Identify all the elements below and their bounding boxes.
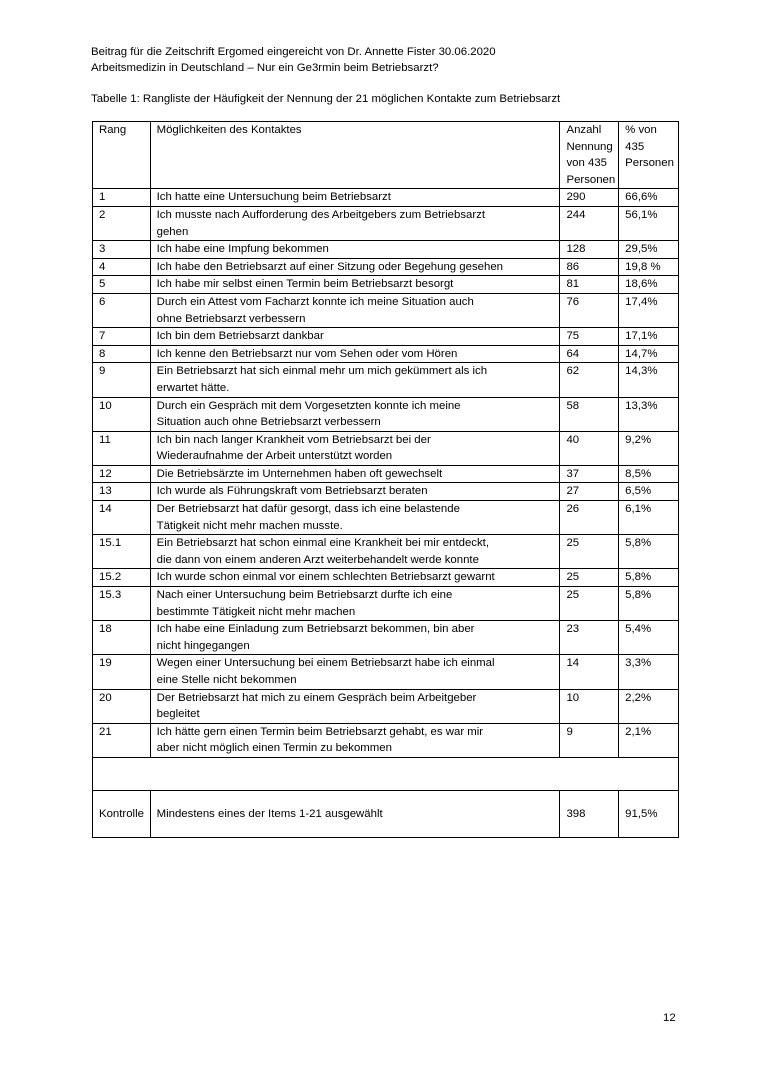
kontakt-line: Ich habe eine Impfung bekommen (156, 243, 329, 256)
table-row (93, 569, 679, 587)
kontakt-line: begleitet (156, 708, 200, 721)
kontakt-cell (150, 587, 560, 621)
anzahl-cell: 10 (560, 689, 619, 723)
kontakt-line: gehen (156, 225, 189, 238)
anzahl-cell: 64 (560, 345, 619, 363)
kontakt-line: Ich habe mir selbst einen Termin beim Betriebsarzt besorgt (156, 278, 454, 291)
control-prozent-cell: 91,5% (619, 790, 679, 837)
prozent-cell: 29,5% (619, 241, 679, 259)
prozent-cell: 13,3% (619, 397, 679, 431)
table-row (93, 293, 679, 327)
kontakt-line: erwartet hätte. (156, 381, 230, 394)
prozent-cell: 5,8% (619, 535, 679, 569)
kontakt-line: Ich bin dem Betriebsarzt dankbar (156, 330, 324, 343)
kontakt-cell (150, 328, 560, 346)
anzahl-cell: 14 (560, 655, 619, 689)
anzahl-cell: 26 (560, 501, 619, 535)
prozent-cell: 18,6% (619, 276, 679, 294)
kontakt-cell (150, 241, 560, 259)
kontakt-line: Durch ein Attest vom Facharzt konnte ich meine Situation auch (156, 295, 474, 308)
anzahl-cell: 40 (560, 431, 619, 465)
rang-cell: 14 (93, 501, 151, 535)
anzahl-cell: 25 (560, 587, 619, 621)
kontakt-cell (150, 723, 560, 757)
kontakt-line: Ich wurde schon einmal vor einem schlechten Betriebsarzt gewarnt (156, 571, 495, 584)
kontakt-line: nicht hingegangen (156, 639, 250, 652)
table-row (93, 621, 679, 655)
kontakt-cell (150, 689, 560, 723)
empty-row (93, 757, 679, 790)
kontakt-line: Ein Betriebsarzt hat schon einmal eine Krankheit bei mir entdeckt, (156, 537, 490, 550)
rang-cell: 20 (93, 689, 151, 723)
kontakt-line: bestimmte Tätigkeit nicht mehr machen (156, 605, 356, 618)
kontakt-cell (150, 345, 560, 363)
anzahl-cell: 27 (560, 483, 619, 501)
table-row (93, 465, 679, 483)
prozent-cell: 2,2% (619, 689, 679, 723)
rang-cell: 15.1 (93, 535, 151, 569)
table-header-row (93, 122, 679, 189)
kontakt-line: aber nicht möglich einen Termin zu bekommen (156, 742, 392, 755)
anzahl-cell: 23 (560, 621, 619, 655)
kontakt-cell (150, 501, 560, 535)
table-row (93, 363, 679, 397)
rang-cell: 21 (93, 723, 151, 757)
kontakt-line: Ich bin nach langer Krankheit vom Betriebsarzt bei der (156, 433, 431, 446)
rang-cell: 9 (93, 363, 151, 397)
prozent-cell: 3,3% (619, 655, 679, 689)
prozent-cell: 17,1% (619, 328, 679, 346)
anzahl-cell: 37 (560, 465, 619, 483)
prozent-cell: 56,1% (619, 206, 679, 240)
page-number: 12 (663, 1012, 676, 1024)
rang-cell: 13 (93, 483, 151, 501)
anzahl-cell: 25 (560, 535, 619, 569)
anzahl-cell: 76 (560, 293, 619, 327)
kontakt-line: Die Betriebsärzte im Unternehmen haben oft gewechselt (156, 467, 443, 480)
anzahl-cell: 58 (560, 397, 619, 431)
prozent-cell: 6,1% (619, 501, 679, 535)
kontakt-line: Der Betriebsarzt hat mich zu einem Gespräch beim Arbeitgeber (156, 691, 477, 704)
table-row (93, 276, 679, 294)
ranking-table (92, 121, 679, 838)
rang-cell: 15.3 (93, 587, 151, 621)
table-row (93, 655, 679, 689)
table-row (93, 431, 679, 465)
prozent-cell: 14,7% (619, 345, 679, 363)
anzahl-cell: 81 (560, 276, 619, 294)
prozent-cell: 6,5% (619, 483, 679, 501)
anzahl-cell: 244 (560, 206, 619, 240)
prozent-cell: 17,4% (619, 293, 679, 327)
table-row (93, 328, 679, 346)
kontakt-cell (150, 431, 560, 465)
kontakt-line: Der Betriebsarzt hat dafür gesorgt, dass ich eine belastende (156, 503, 460, 516)
header-line-1: Beitrag für die Zeitschrift Ergomed eingereicht von Dr. Annette Fister 30.06.2020 (91, 46, 496, 58)
control-row (93, 790, 679, 837)
control-anzahl-cell: 398 (560, 790, 619, 837)
prozent-cell: 19,8 % (619, 258, 679, 276)
kontakt-line: Ich wurde als Führungskraft vom Betriebsarzt beraten (156, 485, 428, 498)
kontakt-cell (150, 293, 560, 327)
kontakt-cell (150, 276, 560, 294)
kontakt-line: Durch ein Gespräch mit dem Vorgesetzten konnte ich meine (156, 399, 461, 412)
prozent-cell: 14,3% (619, 363, 679, 397)
kontakt-cell (150, 397, 560, 431)
rang-cell: 7 (93, 328, 151, 346)
prozent-cell: 5,4% (619, 621, 679, 655)
kontakt-line: Wiederaufnahme der Arbeit unterstützt worden (156, 450, 393, 463)
header-rang: Rang (93, 122, 151, 189)
kontakt-line: Ich hätte gern einen Termin beim Betriebsarzt gehabt, es war mir (156, 725, 484, 738)
anzahl-cell: 62 (560, 363, 619, 397)
rang-cell: 1 (93, 189, 151, 207)
anzahl-cell: 128 (560, 241, 619, 259)
kontakt-line: ohne Betriebsarzt verbessern (156, 312, 306, 325)
rang-cell: 18 (93, 621, 151, 655)
kontakt-cell (150, 569, 560, 587)
kontakt-cell (150, 655, 560, 689)
kontakt-line: die dann von einem anderen Arzt weiterbehandelt werde konnte (156, 553, 479, 566)
kontakt-cell (150, 535, 560, 569)
table-row (93, 206, 679, 240)
kontakt-line: Ich kenne den Betriebsarzt nur vom Sehen oder vom Hören (156, 347, 458, 360)
kontakt-cell (150, 621, 560, 655)
table-row (93, 483, 679, 501)
anzahl-cell: 75 (560, 328, 619, 346)
rang-cell: 3 (93, 241, 151, 259)
table-row (93, 689, 679, 723)
kontakt-cell (150, 483, 560, 501)
table-row (93, 397, 679, 431)
prozent-cell: 5,8% (619, 569, 679, 587)
table-row (93, 587, 679, 621)
rang-cell: 19 (93, 655, 151, 689)
kontakt-cell (150, 465, 560, 483)
rang-cell: 2 (93, 206, 151, 240)
prozent-cell: 2,1% (619, 723, 679, 757)
prozent-cell: 8,5% (619, 465, 679, 483)
control-rang-cell: Kontrolle (93, 790, 151, 837)
prozent-cell: 5,8% (619, 587, 679, 621)
kontakt-cell (150, 206, 560, 240)
rang-cell: 5 (93, 276, 151, 294)
prozent-cell: 66,6% (619, 189, 679, 207)
rang-cell: 10 (93, 397, 151, 431)
empty-cell (93, 757, 679, 790)
table-row (93, 258, 679, 276)
kontakt-line: Nach einer Untersuchung beim Betriebsarzt durfte ich eine (156, 589, 453, 602)
table-row (93, 501, 679, 535)
kontakt-line: Ich musste nach Aufforderung des Arbeitgebers zum Betriebsarzt (156, 208, 486, 221)
anzahl-cell: 86 (560, 258, 619, 276)
header-prozent: % von 435 Personen (619, 122, 679, 189)
prozent-cell: 9,2% (619, 431, 679, 465)
table-row (93, 189, 679, 207)
kontakt-cell (150, 258, 560, 276)
kontakt-line: Ich habe eine Einladung zum Betriebsarzt bekommen, bin aber (156, 623, 475, 636)
rang-cell: 11 (93, 431, 151, 465)
kontakt-line: Situation auch ohne Betriebsarzt verbessern (156, 416, 381, 429)
kontakt-line: Ich hatte eine Untersuchung beim Betriebsarzt (156, 191, 391, 204)
table-row (93, 345, 679, 363)
table-row (93, 535, 679, 569)
kontakt-cell (150, 363, 560, 397)
kontakt-line: Tätigkeit nicht mehr machen musste. (156, 519, 343, 532)
control-text-cell: Mindestens eines der Items 1-21 ausgewählt (150, 790, 560, 837)
kontakt-line: Wegen einer Untersuchung bei einem Betriebsarzt habe ich einmal (156, 657, 495, 670)
rang-cell: 4 (93, 258, 151, 276)
kontakt-line: Ein Betriebsarzt hat sich einmal mehr um mich gekümmert als ich (156, 365, 488, 378)
table-row (93, 723, 679, 757)
kontakt-line: Ich habe den Betriebsarzt auf einer Sitzung oder Begehung gesehen (156, 260, 504, 273)
kontakt-cell (150, 189, 560, 207)
table-caption: Tabelle 1: Rangliste der Häufigkeit der Nennung der 21 möglichen Kontakte zum Betriebsarzt (91, 93, 561, 105)
rang-cell: 15.2 (93, 569, 151, 587)
header-line-2: Arbeitsmedizin in Deutschland – Nur ein Ge3rmin beim Betriebsarzt? (91, 62, 439, 74)
anzahl-cell: 9 (560, 723, 619, 757)
header-kontakt: Möglichkeiten des Kontaktes (150, 122, 560, 189)
header-anzahl: Anzahl Nennung von 435 Personen (560, 122, 619, 189)
rang-cell: 6 (93, 293, 151, 327)
document-header (91, 44, 496, 76)
anzahl-cell: 290 (560, 189, 619, 207)
anzahl-cell: 25 (560, 569, 619, 587)
table-row (93, 241, 679, 259)
rang-cell: 8 (93, 345, 151, 363)
kontakt-line: eine Stelle nicht bekommen (156, 674, 297, 686)
rang-cell: 12 (93, 465, 151, 483)
